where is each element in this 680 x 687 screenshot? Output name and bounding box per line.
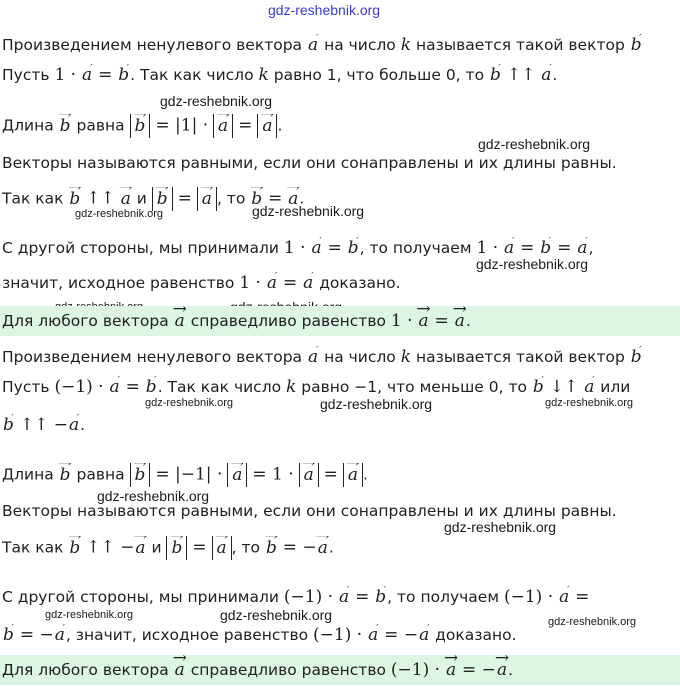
p1-let: Пусть 1 · → a = → b. Так как число k равно 1, что больше 0, то → b ↑↑ → a.	[2, 64, 680, 86]
p1-conclusion: Для любого вектора → a справедливо равенство 1 · → a = → a.	[0, 306, 680, 336]
p1-means: значит, исходное равенство 1 · → a = → a доказано.	[2, 272, 680, 294]
watermark: gdz-reshebnik.org	[252, 203, 365, 219]
p1-equal-vectors: Векторы называются равными, если они сонаправлены и их длины равны.	[2, 154, 617, 172]
watermark: gdz-reshebnik.org	[220, 607, 333, 623]
watermark: gdz-reshebnik.org	[545, 397, 634, 409]
p2-means: → b = −→ a, значит, исходное равенство (−1) · → a = −→ a доказано.	[2, 624, 680, 646]
p1-other-side: С другой стороны, мы принимали 1 · → a = → b, то получаем 1 · → a = → b = → a,	[2, 237, 680, 259]
p2-length: Длина → b равна → b = |−1| · → a = 1 · → a = → a .	[2, 463, 680, 487]
watermark: gdz-reshebnik.org	[444, 519, 557, 535]
p2-codirected: → b ↑↑ −→ a.	[2, 414, 680, 436]
watermark: gdz-reshebnik.org	[160, 93, 273, 109]
p2-definition: Произведением ненулевого вектора → a на число k называется такой вектор → b	[2, 346, 680, 368]
watermark-top: gdz-reshebnik.org	[268, 2, 381, 18]
watermark: gdz-reshebnik.org	[45, 609, 134, 621]
watermark: gdz-reshebnik.org	[478, 136, 591, 152]
p2-conclusion: Для любого вектора → a справедливо равенство (−1) · → a = −→ a.	[0, 655, 680, 685]
watermark: gdz-reshebnik.org	[476, 256, 589, 272]
p2-equal-vectors: Векторы называются равными, если они сонаправлены и их длины равны.	[2, 502, 617, 520]
p2-since: Так как → b ↑↑ −→ a и → b = → a , то → b = −→ a.	[2, 536, 680, 560]
watermark: gdz-reshebnik.org	[320, 396, 433, 412]
p2-let: Пусть (−1) · → a = → b. Так как число k равно −1, что меньше 0, то → b ↓↑ → a или	[2, 376, 680, 398]
watermark: gdz-reshebnik.org	[145, 397, 234, 409]
p1-definition: Произведением ненулевого вектора → a на число k называется такой вектор → b	[2, 34, 680, 56]
watermark: gdz-reshebnik.org	[97, 488, 210, 504]
p2-other-side: С другой стороны, мы принимали (−1) · → a = → b, то получаем (−1) · → a =	[2, 586, 680, 608]
watermark: gdz-reshebnik.org	[75, 208, 164, 220]
p1-length: Длина → b равна → b = |1| · → a = → a .	[2, 114, 680, 138]
p1-since: Так как → b ↑↑ → a и → b = → a , то → b = → a.	[2, 187, 680, 211]
watermark: gdz-reshebnik.org	[548, 616, 637, 628]
